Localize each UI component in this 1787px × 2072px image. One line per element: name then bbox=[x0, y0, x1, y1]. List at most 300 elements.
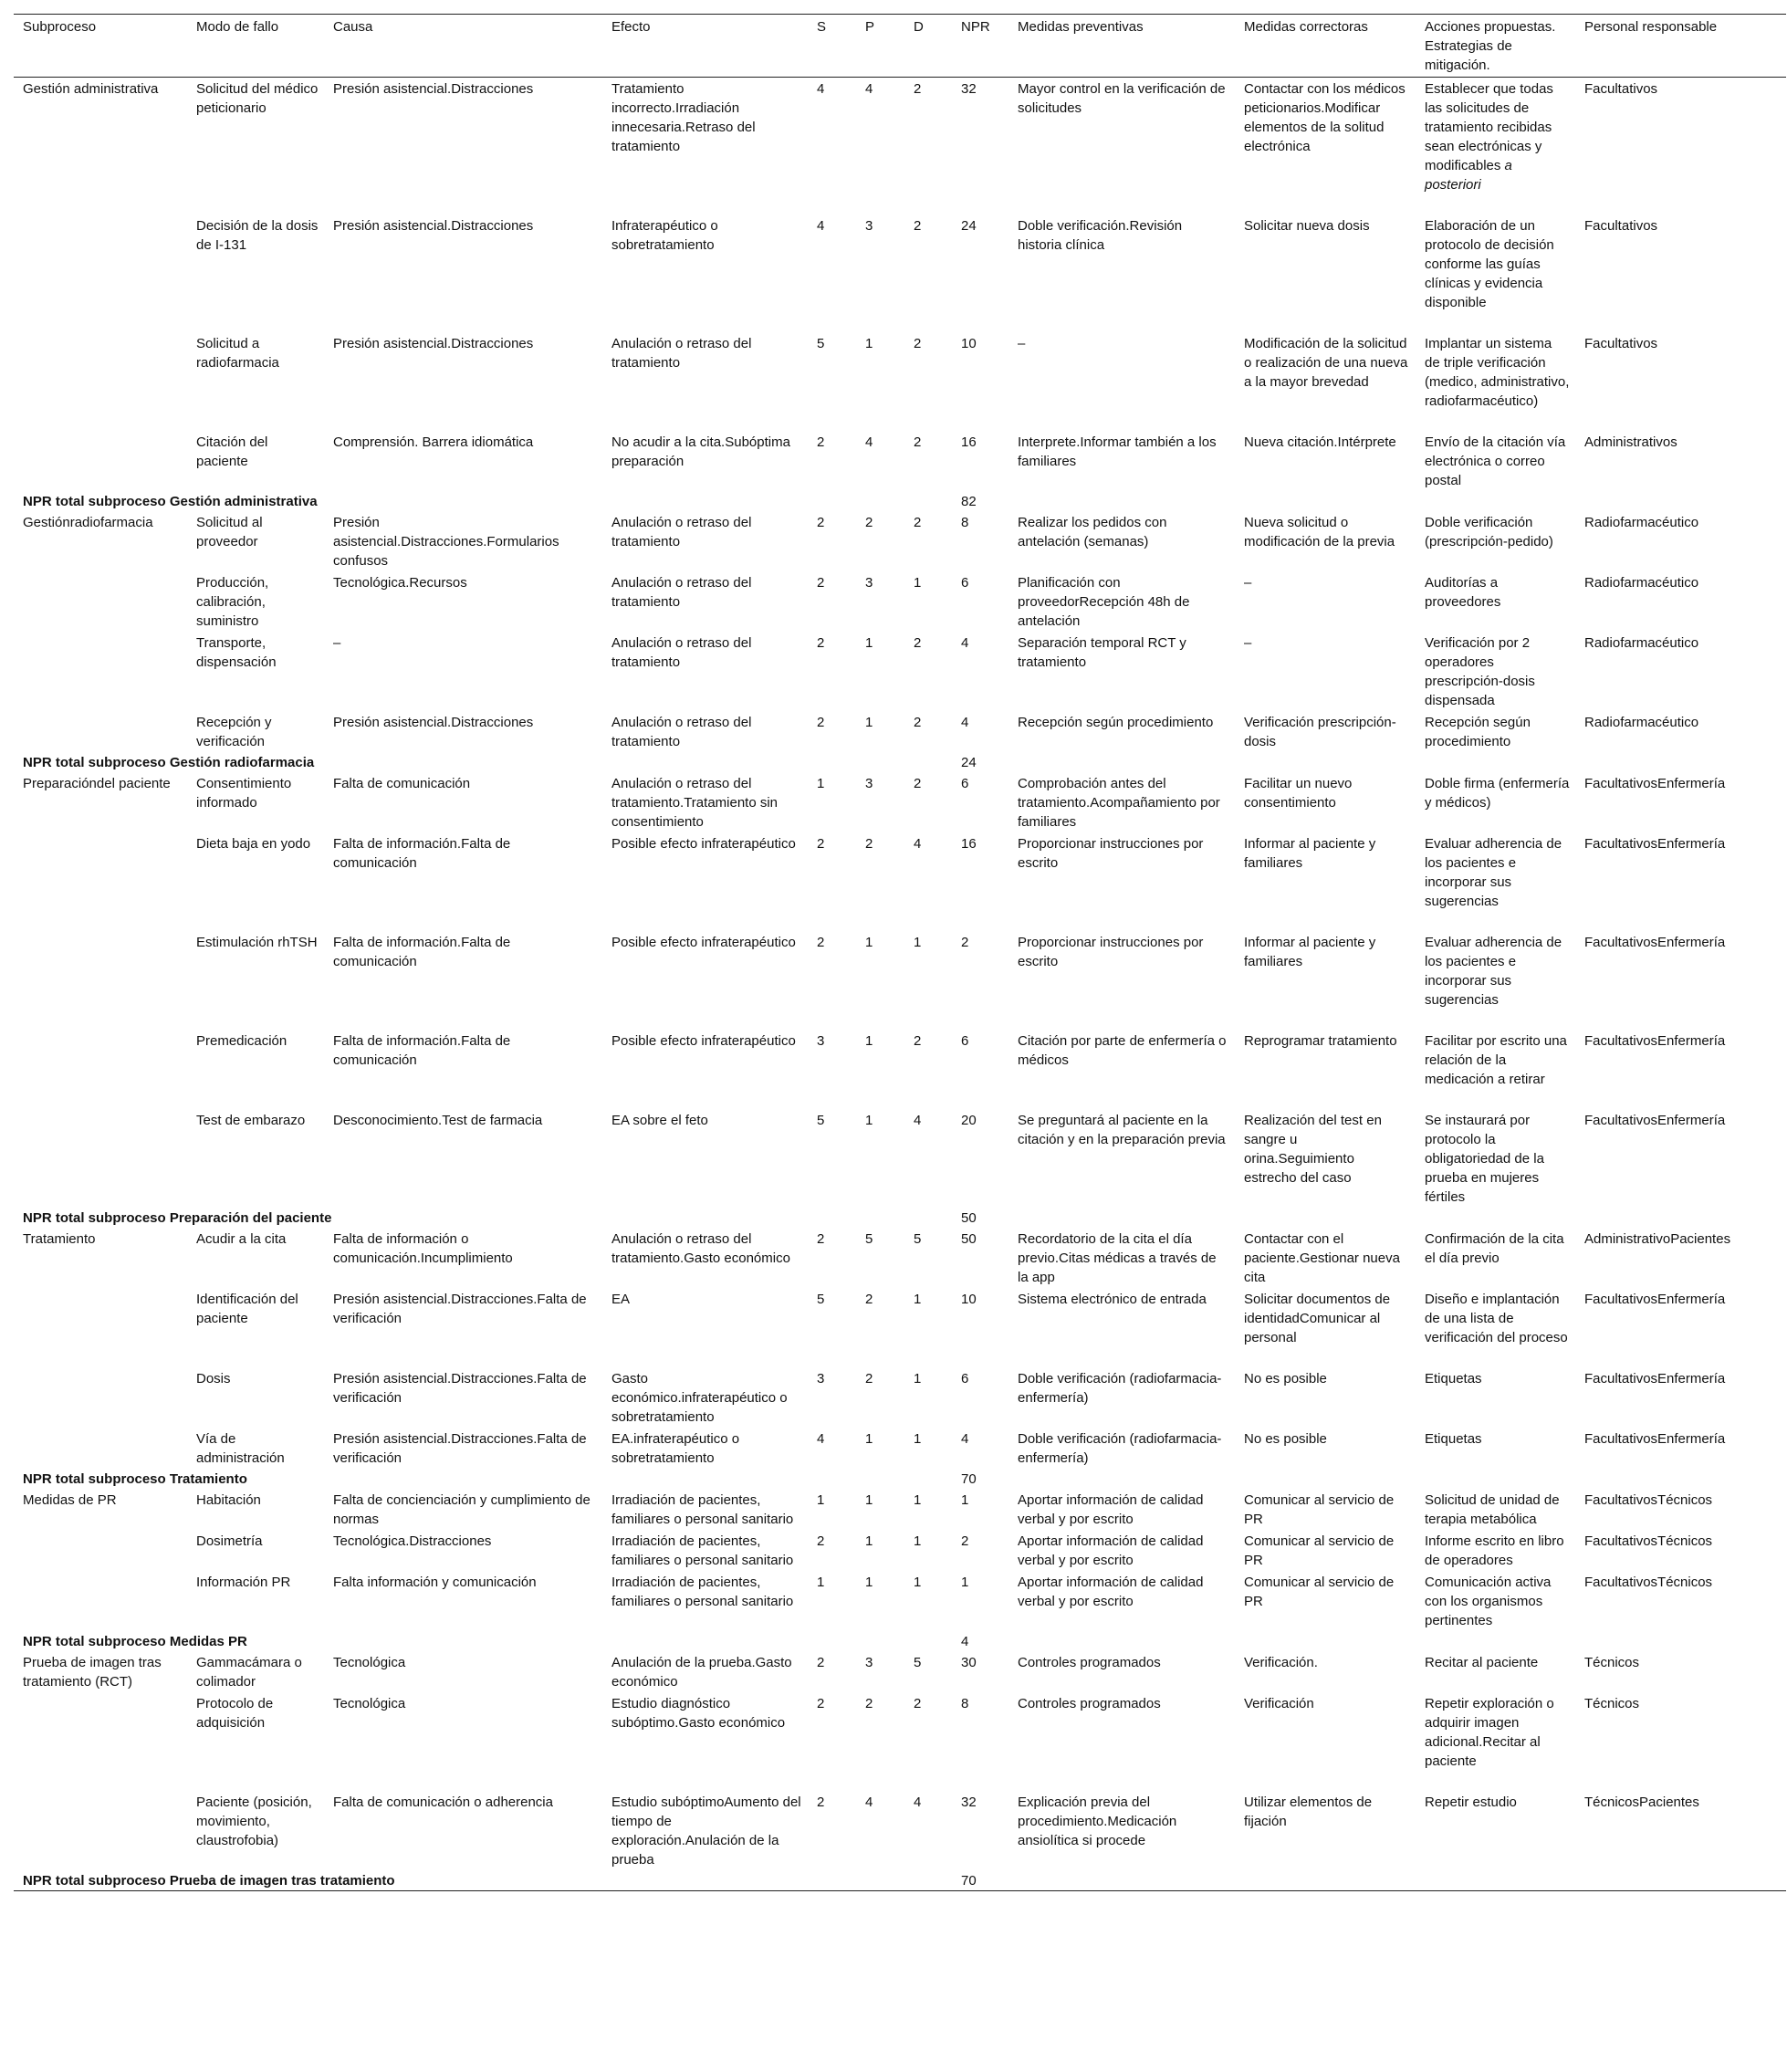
cell-text: FacultativosTécnicos bbox=[1584, 1492, 1713, 1508]
cell-npr bbox=[952, 571, 1008, 632]
cell-text: Solicitar documentos de identidadComunicar al personal bbox=[1244, 1292, 1391, 1345]
cell-text: Posible efecto infraterapéutico bbox=[611, 1033, 796, 1049]
cell-p bbox=[856, 711, 904, 752]
cell-subproceso bbox=[14, 832, 187, 931]
cell-medidas-correctoras bbox=[1235, 711, 1416, 752]
table-row bbox=[14, 772, 1786, 832]
cell-acciones-propuestas bbox=[1416, 431, 1575, 491]
header-row bbox=[14, 15, 1786, 78]
header-d: D bbox=[914, 19, 924, 35]
cell-acciones-propuestas bbox=[1416, 1530, 1575, 1571]
cell-text: Citación por parte de enfermería o médicos bbox=[1018, 1033, 1227, 1068]
table-row bbox=[14, 511, 1786, 571]
cell-text: Falta de comunicación o adherencia bbox=[333, 1795, 553, 1810]
cell-text: Verificación bbox=[1244, 1696, 1314, 1711]
cell-subproceso bbox=[14, 511, 187, 571]
cell-causa bbox=[324, 1692, 602, 1791]
cell-text: Comprobación antes del tratamiento.Acompañamiento por familiares bbox=[1018, 776, 1220, 830]
cell-npr bbox=[952, 1367, 1008, 1428]
cell-npr bbox=[952, 1530, 1008, 1571]
cell-text: FacultativosTécnicos bbox=[1584, 1533, 1713, 1549]
cell-text: Controles programados bbox=[1018, 1655, 1161, 1670]
cell-modo-de-fallo bbox=[187, 1428, 324, 1469]
cell-s bbox=[808, 1030, 856, 1109]
cell-text: Dieta baja en yodo bbox=[196, 836, 311, 852]
cell-p bbox=[856, 1228, 904, 1288]
cell-text: Envío de la citación vía electrónica o correo postal bbox=[1425, 434, 1566, 488]
cell-text: 1 bbox=[914, 1371, 922, 1387]
cell-p bbox=[856, 1428, 904, 1469]
cell-d bbox=[904, 1109, 952, 1208]
cell-text: Anulación de la prueba.Gasto económico bbox=[611, 1655, 792, 1690]
cell-medidas-correctoras bbox=[1235, 1288, 1416, 1367]
cell-text: Doble verificación (radiofarmacia-enfermería) bbox=[1018, 1371, 1222, 1406]
cell-text: 2 bbox=[817, 635, 825, 651]
cell-modo-de-fallo bbox=[187, 1030, 324, 1109]
table-row bbox=[14, 1228, 1786, 1288]
cell-text: Gasto económico.infraterapéutico o sobretratamiento bbox=[611, 1371, 788, 1425]
cell-personal-responsable bbox=[1575, 711, 1786, 752]
cell-medidas-preventivas bbox=[1008, 332, 1235, 431]
cell-text: Informar al paciente y familiares bbox=[1244, 935, 1376, 969]
cell-text: 2 bbox=[961, 935, 969, 950]
header-npr: NPR bbox=[961, 19, 990, 35]
cell-d bbox=[904, 1651, 952, 1692]
cell-p bbox=[856, 832, 904, 931]
cell-subproceso bbox=[14, 1571, 187, 1631]
cell-s bbox=[808, 431, 856, 491]
cell-text: Administrativos bbox=[1584, 434, 1677, 450]
cell-efecto bbox=[602, 1288, 808, 1367]
cell-personal-responsable bbox=[1575, 931, 1786, 1030]
cell-efecto bbox=[602, 1692, 808, 1791]
cell-text: Radiofarmacéutico bbox=[1584, 635, 1699, 651]
cell-text: 2 bbox=[914, 434, 922, 450]
cell-d bbox=[904, 332, 952, 431]
table-row bbox=[14, 215, 1786, 332]
cell-p bbox=[856, 1791, 904, 1870]
cell-modo-de-fallo bbox=[187, 1571, 324, 1631]
cell-text: 2 bbox=[961, 1533, 969, 1549]
cell-text: 4 bbox=[914, 836, 922, 852]
cell-text: Infraterapéutico o sobretratamiento bbox=[611, 218, 718, 253]
cell-text: 2 bbox=[817, 935, 825, 950]
cell-efecto bbox=[602, 1530, 808, 1571]
cell-text: 2 bbox=[914, 218, 922, 234]
cell-text: Decisión de la dosis de I-131 bbox=[196, 218, 319, 253]
cell-medidas-preventivas bbox=[1008, 772, 1235, 832]
table-body bbox=[14, 78, 1786, 1891]
cell-text: Tecnológica.Distracciones bbox=[333, 1533, 492, 1549]
cell-text: 2 bbox=[817, 575, 825, 591]
cell-acciones-propuestas bbox=[1416, 1489, 1575, 1530]
cell-efecto bbox=[602, 1489, 808, 1530]
cell-s bbox=[808, 1367, 856, 1428]
cell-modo-de-fallo bbox=[187, 772, 324, 832]
cell-text: Habitación bbox=[196, 1492, 261, 1508]
cell-text: Anulación o retraso del tratamiento bbox=[611, 515, 752, 549]
subprocess-total-row bbox=[14, 1469, 1786, 1489]
cell-efecto bbox=[602, 711, 808, 752]
cell-text: 4 bbox=[817, 1431, 825, 1447]
cell-text: FacultativosEnfermería bbox=[1584, 836, 1726, 852]
cell-medidas-correctoras bbox=[1235, 1651, 1416, 1692]
cell-causa bbox=[324, 511, 602, 571]
cell-personal-responsable bbox=[1575, 1651, 1786, 1692]
cell-medidas-preventivas bbox=[1008, 1288, 1235, 1367]
subprocess-total-row bbox=[14, 1631, 1786, 1651]
cell-text: Recepción según procedimiento bbox=[1425, 715, 1531, 749]
cell-modo-de-fallo bbox=[187, 78, 324, 215]
cell-text: Doble verificación (radiofarmacia-enfermería) bbox=[1018, 1431, 1222, 1466]
cell-modo-de-fallo bbox=[187, 215, 324, 332]
cell-medidas-preventivas bbox=[1008, 215, 1235, 332]
cell-text: 5 bbox=[914, 1655, 922, 1670]
cell-text: 1 bbox=[865, 1431, 873, 1447]
cell-d bbox=[904, 1288, 952, 1367]
cell-text: 10 bbox=[961, 336, 977, 351]
table-row bbox=[14, 1692, 1786, 1791]
cell-efecto bbox=[602, 772, 808, 832]
cell-text: 4 bbox=[817, 218, 825, 234]
cell-d bbox=[904, 1228, 952, 1288]
header-personal-responsable: Personal responsable bbox=[1584, 19, 1718, 35]
cell-text: 2 bbox=[914, 776, 922, 791]
cell-text: Falta información y comunicación bbox=[333, 1575, 537, 1590]
cell-text: Gammacámara o colimador bbox=[196, 1655, 302, 1690]
cell-s bbox=[808, 511, 856, 571]
cell-modo-de-fallo bbox=[187, 1228, 324, 1288]
cell-text: Solicitar nueva dosis bbox=[1244, 218, 1370, 234]
cell-text: Doble verificación (prescripción-pedido) bbox=[1425, 515, 1553, 549]
amfe-table bbox=[14, 14, 1786, 1891]
cell-modo-de-fallo bbox=[187, 1109, 324, 1208]
cell-text: 2 bbox=[817, 1696, 825, 1711]
subprocess-total-row bbox=[14, 1870, 1786, 1891]
header-subproceso: Subproceso bbox=[23, 19, 97, 35]
table-row bbox=[14, 1530, 1786, 1571]
cell-text: 30 bbox=[961, 1655, 977, 1670]
cell-text: Posible efecto infraterapéutico bbox=[611, 935, 796, 950]
total-label: NPR total subproceso Tratamiento bbox=[23, 1471, 247, 1487]
cell-subproceso bbox=[14, 1692, 187, 1791]
cell-text: Citación del paciente bbox=[196, 434, 268, 469]
cell-text: 6 bbox=[961, 776, 969, 791]
cell-subproceso bbox=[14, 1530, 187, 1571]
cell-causa bbox=[324, 1228, 602, 1288]
cell-s bbox=[808, 1428, 856, 1469]
cell-text: EA.infraterapéutico o sobretratamiento bbox=[611, 1431, 740, 1466]
table-header bbox=[14, 15, 1786, 78]
cell-text: 2 bbox=[914, 1696, 922, 1711]
table-row bbox=[14, 1651, 1786, 1692]
cell-personal-responsable bbox=[1575, 332, 1786, 431]
cell-text: Aportar información de calidad verbal y por escrito bbox=[1018, 1533, 1204, 1568]
cell-text: TécnicosPacientes bbox=[1584, 1795, 1699, 1810]
cell-s bbox=[808, 931, 856, 1030]
cell-text: 1 bbox=[914, 1492, 922, 1508]
cell-p bbox=[856, 431, 904, 491]
cell-modo-de-fallo bbox=[187, 711, 324, 752]
cell-text: 2 bbox=[865, 836, 873, 852]
cell-text: 4 bbox=[961, 715, 969, 730]
cell-text: Tecnológica bbox=[333, 1696, 406, 1711]
cell-text: Evaluar adherencia de los pacientes e incorporar sus sugerencias bbox=[1425, 935, 1562, 1008]
cell-text: 3 bbox=[817, 1371, 825, 1387]
cell-npr bbox=[952, 1651, 1008, 1692]
cell-medidas-preventivas bbox=[1008, 511, 1235, 571]
cell-subproceso bbox=[14, 931, 187, 1030]
cell-personal-responsable bbox=[1575, 1530, 1786, 1571]
cell-text: Solicitud al proveedor bbox=[196, 515, 263, 549]
cell-text: Radiofarmacéutico bbox=[1584, 575, 1699, 591]
cell-efecto bbox=[602, 1651, 808, 1692]
cell-medidas-correctoras bbox=[1235, 1428, 1416, 1469]
cell-modo-de-fallo bbox=[187, 931, 324, 1030]
cell-medidas-correctoras bbox=[1235, 78, 1416, 215]
cell-text: 1 bbox=[865, 1492, 873, 1508]
cell-text: 1 bbox=[914, 1575, 922, 1590]
cell-personal-responsable bbox=[1575, 1228, 1786, 1288]
cell-medidas-correctoras bbox=[1235, 332, 1416, 431]
cell-acciones-propuestas bbox=[1416, 711, 1575, 752]
cell-subproceso bbox=[14, 711, 187, 752]
cell-text: 16 bbox=[961, 836, 977, 852]
cell-personal-responsable bbox=[1575, 832, 1786, 931]
cell-acciones-propuestas bbox=[1416, 772, 1575, 832]
cell-medidas-preventivas bbox=[1008, 832, 1235, 931]
cell-personal-responsable bbox=[1575, 78, 1786, 215]
cell-efecto bbox=[602, 332, 808, 431]
cell-text: 1 bbox=[865, 635, 873, 651]
cell-text: Nueva solicitud o modificación de la previa bbox=[1244, 515, 1395, 549]
cell-medidas-preventivas bbox=[1008, 1791, 1235, 1870]
cell-medidas-preventivas bbox=[1008, 1489, 1235, 1530]
cell-s bbox=[808, 1571, 856, 1631]
cell-s bbox=[808, 78, 856, 215]
cell-p bbox=[856, 772, 904, 832]
header-medidas-correctoras: Medidas correctoras bbox=[1244, 19, 1368, 35]
cell-text: Técnicos bbox=[1584, 1655, 1640, 1670]
cell-text: Falta de comunicación bbox=[333, 776, 471, 791]
cell-text: Controles programados bbox=[1018, 1696, 1161, 1711]
cell-causa bbox=[324, 1651, 602, 1692]
cell-text: Prueba de imagen tras tratamiento (RCT) bbox=[23, 1655, 162, 1690]
total-label: NPR total subproceso Preparación del paciente bbox=[23, 1210, 332, 1226]
cell-text: Presión asistencial.Distracciones bbox=[333, 218, 534, 234]
cell-text: Separación temporal RCT y tratamiento bbox=[1018, 635, 1186, 670]
cell-medidas-correctoras bbox=[1235, 832, 1416, 931]
cell-d bbox=[904, 1571, 952, 1631]
cell-text: Realizar los pedidos con antelación (semanas) bbox=[1018, 515, 1167, 549]
table-row bbox=[14, 832, 1786, 931]
cell-subproceso bbox=[14, 1367, 187, 1428]
cell-npr bbox=[952, 1030, 1008, 1109]
cell-text: Anulación o retraso del tratamiento.Tratamiento sin consentimiento bbox=[611, 776, 779, 830]
cell-text: Establecer que todas las solicitudes de tratamiento recibidas sean electrónicas y modificables bbox=[1425, 81, 1553, 173]
cell-modo-de-fallo bbox=[187, 571, 324, 632]
cell-text: Facilitar un nuevo consentimiento bbox=[1244, 776, 1353, 811]
cell-efecto bbox=[602, 1428, 808, 1469]
cell-acciones-propuestas bbox=[1416, 1692, 1575, 1791]
cell-text: Informar al paciente y familiares bbox=[1244, 836, 1376, 871]
cell-modo-de-fallo bbox=[187, 1367, 324, 1428]
cell-p bbox=[856, 1030, 904, 1109]
cell-text: Anulación o retraso del tratamiento bbox=[611, 336, 752, 371]
cell-text: 5 bbox=[914, 1231, 922, 1247]
cell-text: No es posible bbox=[1244, 1431, 1327, 1447]
cell-d bbox=[904, 1692, 952, 1791]
cell-causa bbox=[324, 711, 602, 752]
cell-s bbox=[808, 1791, 856, 1870]
cell-medidas-correctoras bbox=[1235, 571, 1416, 632]
cell-p bbox=[856, 632, 904, 711]
cell-text: Doble firma (enfermería y médicos) bbox=[1425, 776, 1570, 811]
total-filler bbox=[1008, 491, 1786, 511]
cell-medidas-preventivas bbox=[1008, 1030, 1235, 1109]
total-label: NPR total subproceso Gestión administrativa bbox=[23, 494, 318, 509]
cell-text: Etiquetas bbox=[1425, 1431, 1482, 1447]
cell-text: Proporcionar instrucciones por escrito bbox=[1018, 935, 1204, 969]
cell-causa bbox=[324, 1571, 602, 1631]
table-row bbox=[14, 1288, 1786, 1367]
cell-text: Consentimiento informado bbox=[196, 776, 292, 811]
cell-personal-responsable bbox=[1575, 1030, 1786, 1109]
cell-text: Estudio diagnóstico subóptimo.Gasto económico bbox=[611, 1696, 786, 1731]
cell-text: Contactar con los médicos peticionarios.Modificar elementos de la solitud electrónica bbox=[1244, 81, 1406, 154]
total-npr-value: 50 bbox=[961, 1210, 977, 1226]
cell-npr bbox=[952, 632, 1008, 711]
cell-text: 2 bbox=[914, 336, 922, 351]
header-p: P bbox=[865, 19, 875, 35]
cell-text: Información PR bbox=[196, 1575, 291, 1590]
cell-text: Presión asistencial.Distracciones.Falta de verificación bbox=[333, 1292, 587, 1326]
cell-text: – bbox=[1244, 635, 1252, 651]
cell-personal-responsable bbox=[1575, 772, 1786, 832]
cell-text: 4 bbox=[961, 1431, 969, 1447]
cell-text: Anulación o retraso del tratamiento bbox=[611, 715, 752, 749]
cell-acciones-propuestas bbox=[1416, 78, 1575, 215]
cell-npr bbox=[952, 431, 1008, 491]
cell-text: Desconocimiento.Test de farmacia bbox=[333, 1113, 543, 1128]
cell-text: 2 bbox=[865, 1292, 873, 1307]
cell-subproceso bbox=[14, 1030, 187, 1109]
cell-p bbox=[856, 931, 904, 1030]
cell-text: 1 bbox=[914, 575, 922, 591]
cell-text: 1 bbox=[914, 935, 922, 950]
cell-acciones-propuestas bbox=[1416, 1030, 1575, 1109]
cell-text: 2 bbox=[817, 715, 825, 730]
cell-text: Verificación prescripción-dosis bbox=[1244, 715, 1396, 749]
cell-p bbox=[856, 571, 904, 632]
cell-medidas-preventivas bbox=[1008, 1428, 1235, 1469]
total-npr-value: 4 bbox=[961, 1634, 969, 1649]
cell-npr bbox=[952, 215, 1008, 332]
cell-text: 1 bbox=[961, 1575, 969, 1590]
cell-acciones-propuestas bbox=[1416, 931, 1575, 1030]
cell-text: FacultativosEnfermería bbox=[1584, 1371, 1726, 1387]
cell-s bbox=[808, 571, 856, 632]
cell-medidas-correctoras bbox=[1235, 431, 1416, 491]
cell-d bbox=[904, 1367, 952, 1428]
cell-subproceso bbox=[14, 1428, 187, 1469]
cell-text: Auditorías a proveedores bbox=[1425, 575, 1501, 610]
cell-acciones-propuestas bbox=[1416, 511, 1575, 571]
cell-text: Acudir a la cita bbox=[196, 1231, 287, 1247]
cell-text: Nueva citación.Intérprete bbox=[1244, 434, 1396, 450]
cell-medidas-preventivas bbox=[1008, 1571, 1235, 1631]
cell-d bbox=[904, 1030, 952, 1109]
cell-acciones-propuestas bbox=[1416, 1571, 1575, 1631]
cell-text: Solicitud de unidad de terapia metabólica bbox=[1425, 1492, 1560, 1527]
total-filler bbox=[1008, 1631, 1786, 1651]
cell-modo-de-fallo bbox=[187, 832, 324, 931]
total-label: NPR total subproceso Gestión radiofarmacia bbox=[23, 755, 315, 770]
header-modo-de-fallo: Modo de fallo bbox=[196, 19, 279, 35]
table-row bbox=[14, 1571, 1786, 1631]
cell-text: No es posible bbox=[1244, 1371, 1327, 1387]
cell-text: Recepción según procedimiento bbox=[1018, 715, 1214, 730]
cell-text: Tratamiento bbox=[23, 1231, 96, 1247]
cell-text: Reprogramar tratamiento bbox=[1244, 1033, 1397, 1049]
cell-npr bbox=[952, 1489, 1008, 1530]
cell-acciones-propuestas bbox=[1416, 332, 1575, 431]
cell-acciones-propuestas bbox=[1416, 1109, 1575, 1208]
cell-text: Irradiación de pacientes, familiares o personal sanitario bbox=[611, 1575, 794, 1609]
cell-text: Comunicar al servicio de PR bbox=[1244, 1492, 1395, 1527]
cell-acciones-propuestas bbox=[1416, 1651, 1575, 1692]
cell-text: Dosis bbox=[196, 1371, 231, 1387]
cell-text: Test de embarazo bbox=[196, 1113, 306, 1128]
cell-d bbox=[904, 1791, 952, 1870]
cell-text: 2 bbox=[817, 1231, 825, 1247]
cell-d bbox=[904, 772, 952, 832]
cell-causa bbox=[324, 78, 602, 215]
cell-personal-responsable bbox=[1575, 1288, 1786, 1367]
cell-efecto bbox=[602, 1030, 808, 1109]
cell-medidas-preventivas bbox=[1008, 1367, 1235, 1428]
cell-p bbox=[856, 1367, 904, 1428]
cell-text: Comunicar al servicio de PR bbox=[1244, 1533, 1395, 1568]
cell-p bbox=[856, 1109, 904, 1208]
subprocess-total-row bbox=[14, 752, 1786, 772]
cell-modo-de-fallo bbox=[187, 431, 324, 491]
cell-text: 1 bbox=[865, 1113, 873, 1128]
cell-d bbox=[904, 431, 952, 491]
cell-text: Confirmación de la cita el día previo bbox=[1425, 1231, 1564, 1266]
cell-text: Identificación del paciente bbox=[196, 1292, 298, 1326]
cell-s bbox=[808, 1228, 856, 1288]
cell-text: 2 bbox=[914, 515, 922, 530]
cell-text: Tratamiento incorrecto.Irradiación innecesaria.Retraso del tratamiento bbox=[611, 81, 756, 154]
table-row bbox=[14, 78, 1786, 215]
cell-medidas-preventivas bbox=[1008, 1651, 1235, 1692]
cell-efecto bbox=[602, 571, 808, 632]
cell-text: Repetir estudio bbox=[1425, 1795, 1517, 1810]
cell-text: 1 bbox=[961, 1492, 969, 1508]
cell-medidas-preventivas bbox=[1008, 571, 1235, 632]
header-acciones-propuestas: Acciones propuestas. Estrategias de mitigación. bbox=[1425, 19, 1556, 73]
total-npr-value: 70 bbox=[961, 1873, 977, 1889]
cell-subproceso bbox=[14, 1489, 187, 1530]
cell-text: Radiofarmacéutico bbox=[1584, 715, 1699, 730]
cell-text: 1 bbox=[914, 1292, 922, 1307]
cell-text: Facultativos bbox=[1584, 336, 1658, 351]
cell-text: Gestiónradiofarmacia bbox=[23, 515, 153, 530]
cell-npr bbox=[952, 931, 1008, 1030]
cell-npr bbox=[952, 511, 1008, 571]
cell-text: – bbox=[333, 635, 341, 651]
